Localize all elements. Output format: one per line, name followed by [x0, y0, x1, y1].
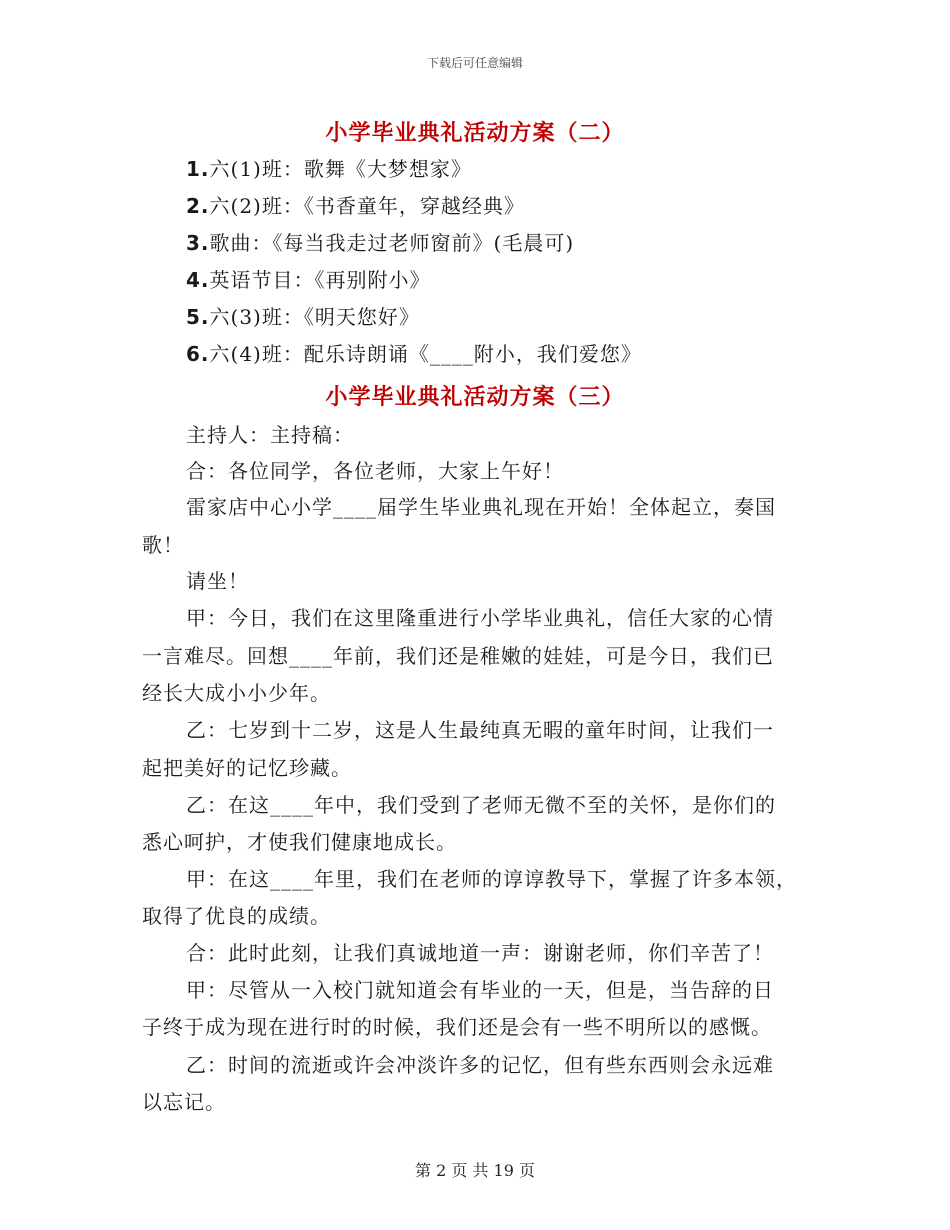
body-line: 乙：时间的流逝或许会冲淡许多的记忆，但有些东西则会永远难 [186, 1053, 774, 1077]
body-line: 甲：今日，我们在这里隆重进行小学毕业典礼，信任大家的心情 [186, 606, 774, 630]
item-number: 5. [186, 305, 210, 329]
program-item [186, 194, 866, 218]
body-line: 乙：在这____年中，我们受到了老师无微不至的关怀，是你们的 [186, 793, 776, 817]
body-line: 经长大成小小少年。 [142, 681, 331, 705]
item-number: 6. [186, 342, 210, 366]
item-text: 英语节目：《再别附小》 [209, 268, 431, 292]
item-number: 2. [186, 194, 210, 218]
section-2-title: 小学毕业典礼活动方案（二） [325, 120, 625, 146]
body-line: 起把美好的记忆珍藏。 [142, 756, 352, 780]
item-text: 六(3)班：《明天您好》 [209, 305, 420, 329]
body-line: 雷家店中心小学____届学生毕业典礼现在开始！全体起立，奏国 [186, 495, 776, 519]
body-line: 歌！ [142, 533, 184, 557]
body-line: 甲：尽管从一入校门就知道会有毕业的一天，但是，当告辞的日 [186, 978, 774, 1002]
page-footer: 第 2 页 共 19 页 [415, 1161, 535, 1180]
body-line: 甲：在这____年里，我们在老师的谆谆教导下，掌握了许多本领， [186, 867, 797, 891]
item-text: 六(2)班：《书香童年，穿越经典》 [209, 194, 525, 218]
program-item [186, 231, 866, 255]
program-item [186, 268, 866, 292]
program-item [186, 342, 866, 366]
body-line: 以忘记。 [142, 1090, 226, 1114]
item-text: 六(4)班：配乐诗朗诵《____附小，我们爱您》 [209, 342, 642, 366]
body-line: 乙：七岁到十二岁，这是人生最纯真无暇的童年时间，让我们一 [186, 718, 774, 742]
body-line: 主持人：主持稿： [186, 423, 354, 447]
program-item [186, 305, 866, 329]
item-text: 歌曲：《每当我走过老师窗前》(毛晨可) [209, 231, 575, 255]
body-line: 子终于成为现在进行时的时候，我们还是会有一些不明所以的感慨。 [142, 1015, 772, 1039]
item-text: 六(1)班：歌舞《大梦想家》 [209, 157, 472, 181]
item-number: 3. [186, 231, 210, 255]
header-note: 下载后可任意编辑 [426, 56, 523, 70]
item-number: 4. [186, 268, 210, 292]
item-number: 1. [186, 157, 210, 181]
body-line: 取得了优良的成绩。 [142, 904, 331, 928]
body-line: 合：各位同学，各位老师，大家上午好！ [186, 459, 564, 483]
body-line: 悉心呵护，才使我们健康地成长。 [142, 830, 457, 854]
body-line: 合：此时此刻，让我们真诚地道一声：谢谢老师，你们辛苦了！ [186, 941, 774, 965]
body-line: 请坐！ [186, 569, 249, 593]
section-3-title: 小学毕业典礼活动方案（三） [325, 384, 625, 410]
program-item [186, 157, 866, 181]
body-line: 一言难尽。回想____年前，我们还是稚嫩的娃娃，可是今日，我们已 [142, 644, 774, 668]
